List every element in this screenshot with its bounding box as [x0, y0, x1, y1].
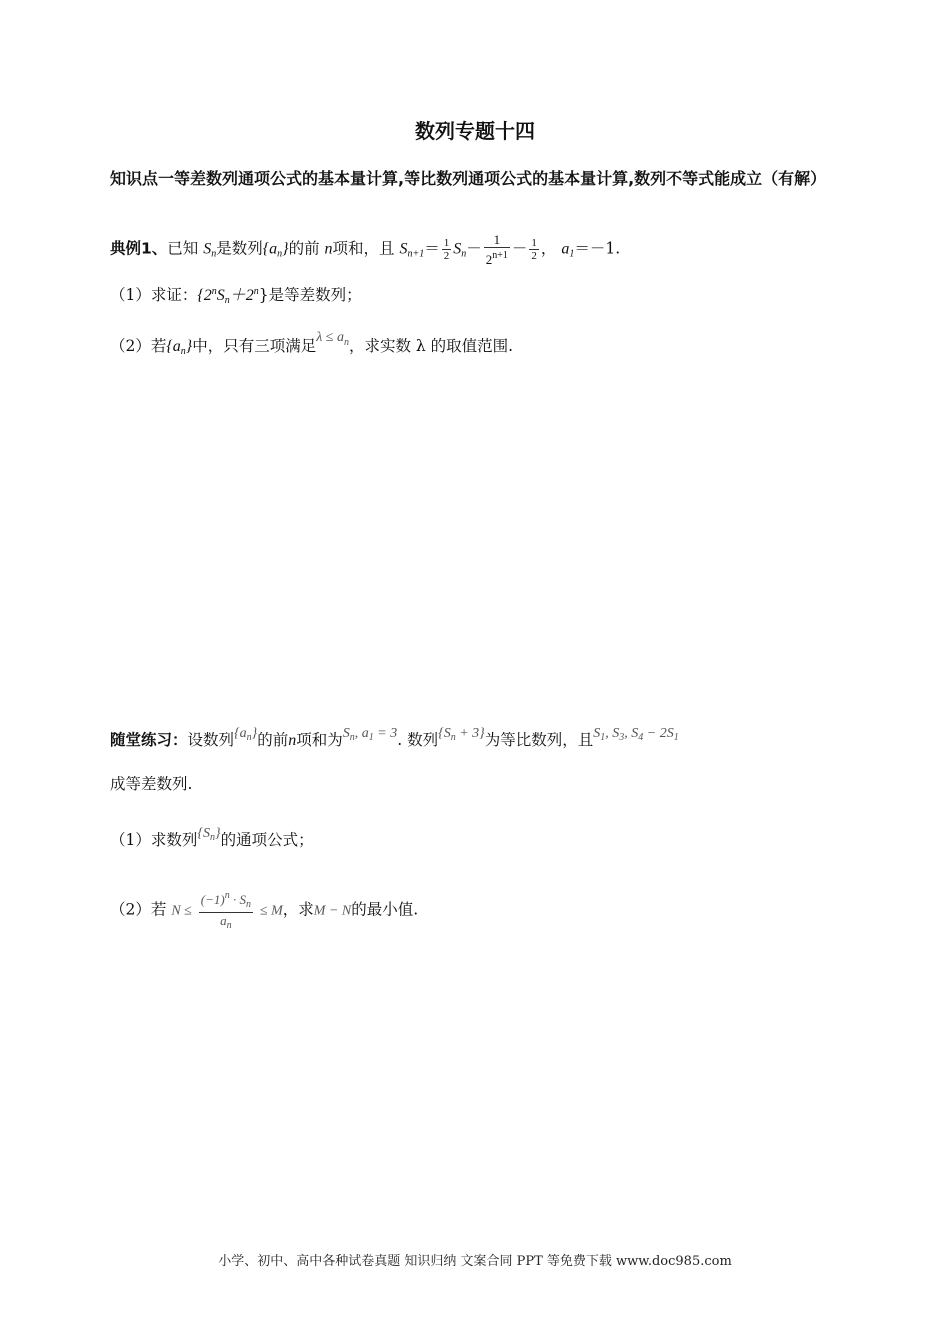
- math-brace: }: [214, 826, 221, 841]
- math-plus: ＋2: [229, 287, 254, 304]
- math-sub: 1: [673, 732, 679, 743]
- math-eq: ＝: [424, 239, 440, 258]
- math-S: , S: [605, 726, 620, 741]
- math-sub: n: [450, 732, 456, 743]
- math-brace: }: [282, 240, 289, 258]
- frac-den: [199, 913, 253, 933]
- math-S: S: [216, 287, 225, 304]
- text: 项和为: [296, 731, 343, 749]
- math-N: N ≤: [171, 903, 192, 919]
- math-seq: {a: [166, 338, 181, 355]
- frac-den: 2: [443, 250, 450, 262]
- page-title: 数列专题十四: [415, 119, 535, 143]
- math-minus: − 2S: [643, 726, 674, 741]
- frac-num: 1: [484, 232, 510, 248]
- math-seq-tail: + 3}: [455, 726, 485, 741]
- fraction-half: [529, 237, 539, 262]
- frac-num: [199, 888, 253, 913]
- practice-statement: [110, 722, 679, 753]
- math-brace: }: [251, 726, 258, 741]
- practice-part-1: [110, 822, 314, 852]
- math-seq: {S: [197, 826, 210, 841]
- text: 的通项公式；: [220, 831, 314, 849]
- den-sub: n: [226, 920, 232, 931]
- math-M: ≤ M: [259, 903, 283, 919]
- math-S: S: [593, 726, 601, 741]
- text: 已知: [167, 239, 199, 258]
- num-sub: n: [245, 899, 251, 910]
- den-base: a: [220, 913, 227, 928]
- part-label: （2）若: [110, 900, 167, 919]
- math-n: n: [288, 732, 297, 749]
- math-sub: n: [349, 732, 355, 743]
- math-sub: 1: [600, 732, 606, 743]
- practice-part-2: [110, 888, 418, 933]
- math-sub: n: [277, 248, 283, 260]
- num-exp: n: [224, 890, 230, 901]
- frac-num: 1: [531, 237, 537, 249]
- fraction-half: [442, 237, 452, 262]
- math-minus: －: [511, 239, 528, 258]
- text: . 数列: [397, 731, 439, 749]
- knowledge-point-heading: 知识点一等差数列通项公式的基本量计算,等比数列通项公式的基本量计算,数列不等式能成立（有解）: [110, 169, 827, 188]
- math-seq: {S: [438, 726, 451, 741]
- footer-text: 小学、初中、高中各种试卷真题 知识归纳 文案合同 PPT 等免费下载 www.doc985.com: [218, 1254, 732, 1269]
- frac-den: [484, 248, 510, 267]
- math-sub: 3: [619, 732, 625, 743]
- text: 项和，且: [332, 239, 395, 258]
- text: 的最小值.: [351, 900, 419, 919]
- a1-value: ＝－1.: [574, 239, 621, 258]
- text: 中，只有三项满足: [192, 337, 317, 355]
- example-part-1: [110, 280, 362, 313]
- frac-den-base: 2: [485, 252, 493, 267]
- frac-den-exp: n+1: [492, 250, 508, 261]
- text: 设数列: [187, 731, 235, 749]
- math-sub: n: [180, 346, 186, 357]
- practice-statement-cont: 成等差数列.: [110, 775, 193, 793]
- math-minus: －: [466, 239, 482, 258]
- text: 的前: [288, 239, 320, 258]
- math-S: , S: [624, 726, 639, 741]
- text: 为等比数列，且: [484, 731, 594, 749]
- part-label: （1）求数列: [110, 831, 198, 849]
- math-a: a: [561, 240, 570, 258]
- math-S: S: [203, 240, 212, 258]
- text: ，求实数 λ 的取值范围.: [348, 337, 514, 355]
- practice-label: 随堂练习：: [110, 731, 188, 749]
- math-brace: }: [185, 338, 193, 355]
- math-S: S: [342, 726, 350, 741]
- num-tail: · S: [229, 892, 246, 907]
- math-value: = 3: [373, 726, 398, 741]
- math-n: n: [324, 240, 333, 258]
- math-a: , a: [354, 726, 369, 741]
- part-label: （1）求证：: [110, 286, 198, 304]
- math-seq: {a: [234, 726, 247, 741]
- math-expr: {2: [197, 287, 212, 304]
- math-sup: n: [253, 286, 259, 297]
- math-sub: 1: [569, 248, 575, 260]
- text: ，求: [282, 900, 314, 919]
- math-sub: n: [224, 295, 230, 306]
- text: 的前: [257, 731, 289, 749]
- math-S: S: [453, 240, 462, 258]
- math-sub: 1: [368, 732, 374, 743]
- math-expr: M − N: [313, 903, 352, 919]
- math-sub: n+1: [407, 248, 425, 260]
- math-condition: λ ≤ a: [316, 330, 344, 345]
- math-sub: n: [209, 832, 215, 843]
- text: }是等差数列；: [258, 286, 362, 304]
- fraction-condition: [199, 888, 253, 933]
- num-base: (−1): [200, 892, 225, 907]
- math-seq: {a: [262, 240, 278, 258]
- math-sub: n: [343, 337, 349, 348]
- frac-num: 1: [443, 237, 450, 249]
- math-sub: n: [461, 248, 467, 260]
- example-statement: 典例1、已知 $S_n$是数列$\{a_n\}$的前 n项和，且 $S_{n+1}=$ $\frac{1}{2}$ $S_n-$ $\frac{1}{2^{n+1}}$ － $\frac{1}{2}$ ， $a_1=-1$.: [110, 232, 621, 267]
- math-sub: n: [246, 732, 252, 743]
- math-sup: n: [211, 286, 217, 297]
- text: 是数列: [216, 239, 263, 258]
- math-S: S: [399, 240, 408, 258]
- example-label: 典例1、: [110, 239, 168, 258]
- frac-den: 2: [531, 250, 537, 262]
- part-label: （2）若: [110, 337, 167, 355]
- math-sub: 4: [638, 732, 644, 743]
- fraction-power: [484, 232, 510, 267]
- example-part-2: [110, 326, 513, 364]
- math-sub: n: [211, 248, 217, 260]
